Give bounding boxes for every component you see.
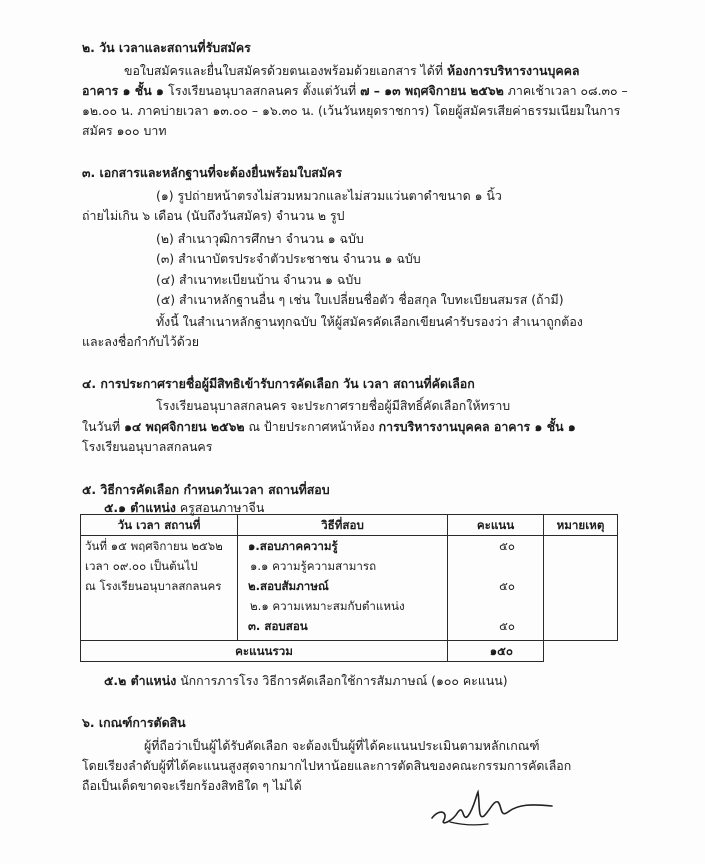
section-4-line-2 bbox=[82, 417, 576, 437]
score-empty bbox=[448, 596, 543, 616]
header-remark: หมายเหตุ bbox=[544, 515, 618, 536]
method-interview: ๒.สอบสัมภาษณ์ bbox=[248, 579, 329, 593]
selection-table bbox=[80, 514, 618, 662]
total-empty bbox=[544, 641, 618, 662]
section-5-heading: ๕. วิธีการคัดเลือก กำหนดวันเวลา สถานที่สอบ bbox=[82, 482, 330, 497]
doc-item-4: (๔) สำเนาทะเบียนบ้าน จำนวน ๑ ฉบับ bbox=[156, 272, 362, 287]
header-score: คะแนน bbox=[448, 515, 544, 536]
doc-note-line-2: และลงชื่อกำกับไว้ด้วย bbox=[82, 334, 200, 349]
s2-location: ห้องการบริหารงานบุคคล bbox=[446, 63, 580, 78]
method-teaching: ๓. สอบสอน bbox=[248, 619, 308, 633]
when-time: เวลา ๐๙.๐๐ เป็นต้นไป bbox=[85, 559, 198, 573]
section-2-line-4: สมัคร ๑๐๐ บาท bbox=[82, 123, 167, 138]
score-knowledge: ๕๐ bbox=[499, 539, 515, 553]
when-place: ณ โรงเรียนอนุบาลสกลนคร bbox=[85, 579, 222, 593]
method-knowledge-sub: ๑.๑ ความรู้ความสามารถ bbox=[250, 559, 377, 573]
score-interview: ๕๐ bbox=[499, 579, 515, 593]
total-label: คะแนนรวม bbox=[81, 641, 448, 662]
position-label: ๕.๑ ตำแหน่ง bbox=[104, 500, 176, 515]
signature bbox=[428, 782, 558, 830]
section-4-line-3: โรงเรียนอนุบาลสกลนคร bbox=[82, 439, 213, 454]
section-2-heading: ๒. วัน เวลาและสถานที่รับสมัคร bbox=[82, 40, 251, 55]
score-teaching: ๕๐ bbox=[499, 619, 515, 633]
method-interview-sub: ๒.๑ ความเหมาะสมกับตำแหน่ง bbox=[250, 599, 405, 613]
position-value: ครูสอนภาษาจีน bbox=[175, 500, 265, 515]
position-value: นักการภารโรง วิธีการคัดเลือกใช้การสัมภาษณ์ (๑๐๐ คะแนน) bbox=[176, 673, 508, 688]
when-cell bbox=[81, 536, 238, 641]
doc-note-line-1: ทั้งนี้ ในสำเนาหลักฐานทุกฉบับ ให้ผู้สมัครคัดเลือกเขียนคำรับรองว่า สำเนาถูกต้อง bbox=[156, 314, 583, 329]
doc-item-2: (๒) สำเนาวุฒิการศึกษา จำนวน ๑ ฉบับ bbox=[156, 231, 364, 246]
header-method: วิธีที่สอบ bbox=[238, 515, 448, 536]
s2-text: ขอใบสมัครและยื่นใบสมัครด้วยตนเองพร้อมด้วยเอกสาร ได้ที่ bbox=[124, 63, 447, 78]
doc-item-1: (๑) รูปถ่ายหน้าตรงไม่สวมหมวกและไม่สวมแว่นตาดำขนาด ๑ นิ้ว bbox=[156, 188, 502, 203]
score-cell bbox=[448, 536, 544, 641]
s4-location: การบริหารงานบุคคล อาคาร ๑ ชั้น ๑ bbox=[378, 419, 576, 434]
s2-dates: ๗ – ๑๓ พฤศจิกายน ๒๕๖๒ bbox=[360, 83, 504, 98]
s4-text: ในวันที่ bbox=[82, 419, 125, 434]
s2-text: โรงเรียนอนุบาลสกลนคร ตั้งแต่วันที่ bbox=[168, 83, 361, 98]
when-date: วันที่ ๑๕ พฤศจิกายน ๒๕๖๒ bbox=[85, 539, 223, 553]
table-header-row bbox=[81, 515, 618, 536]
section-2-line-2 bbox=[82, 81, 628, 101]
method-knowledge: ๑.สอบภาคความรู้ bbox=[248, 539, 338, 553]
section-2-line-1 bbox=[124, 61, 580, 81]
section-6-line-1: ผู้ที่ถือว่าเป็นผู้ได้รับคัดเลือก จะต้องเป็นผู้ที่ได้คะแนนประเมินตามหลักเกณฑ์ bbox=[144, 738, 540, 753]
table-row bbox=[81, 536, 618, 641]
doc-item-5: (๕) สำเนาหลักฐานอื่น ๆ เช่น ใบเปลี่ยนชื่อตัว ชื่อสกุล ใบทะเบียนสมรส (ถ้ามี) bbox=[156, 292, 564, 307]
section-2-line-3: ๑๒.๐๐ น. ภาคบ่ายเวลา ๑๓.๐๐ – ๑๖.๓๐ น. (เว้นวันหยุดราชการ) โดยผู้สมัครเสียค่าธรรมเนียมในการ bbox=[82, 103, 621, 118]
s4-text: ณ ป้ายประกาศหน้าห้อง bbox=[244, 419, 379, 434]
position-5-2 bbox=[104, 671, 508, 691]
section-6-heading: ๖. เกณฑ์การตัดสิน bbox=[82, 715, 186, 730]
total-value: ๑๕๐ bbox=[448, 641, 544, 662]
score-empty bbox=[448, 556, 543, 576]
section-6-line-2: โดยเรียงลำดับผู้ที่ได้คะแนนสูงสุดจากมากไปหาน้อยและการตัดสินของคณะกรรมการคัดเลือก bbox=[82, 758, 572, 773]
section-6-line-3: ถือเป็นเด็ดขาดจะเรียกร้องสิทธิใด ๆ ไม่ได้ bbox=[82, 778, 302, 793]
position-label: ๕.๒ ตำแหน่ง bbox=[104, 673, 177, 688]
table-total-row bbox=[81, 641, 618, 662]
s2-text: ภาคเช้าเวลา ๐๘.๓๐ – bbox=[503, 83, 628, 98]
remark-cell bbox=[544, 536, 618, 641]
section-4-line-1: โรงเรียนอนุบาลสกลนคร จะประกาศรายชื่อผู้มีสิทธิ์คัดเลือกให้ทราบ bbox=[156, 398, 511, 413]
s2-building: อาคาร ๑ ชั้น ๑ bbox=[82, 83, 169, 98]
method-cell bbox=[238, 536, 448, 641]
doc-item-3: (๓) สำเนาบัตรประจำตัวประชาชน จำนวน ๑ ฉบับ bbox=[156, 251, 421, 266]
doc-item-1-cont: ถ่ายไม่เกิน ๖ เดือน (นับถึงวันสมัคร) จำนวน ๒ รูป bbox=[82, 208, 345, 223]
header-when: วัน เวลา สถานที่ bbox=[81, 515, 238, 536]
section-4-heading: ๔. การประกาศรายชื่อผู้มีสิทธิเข้ารับการคัดเลือก วัน เวลา สถานที่คัดเลือก bbox=[82, 376, 475, 391]
s4-date: ๑๔ พฤศจิกายน ๒๕๖๒ bbox=[124, 419, 245, 434]
section-3-heading: ๓. เอกสารและหลักฐานที่จะต้องยื่นพร้อมใบสมัคร bbox=[82, 165, 342, 180]
